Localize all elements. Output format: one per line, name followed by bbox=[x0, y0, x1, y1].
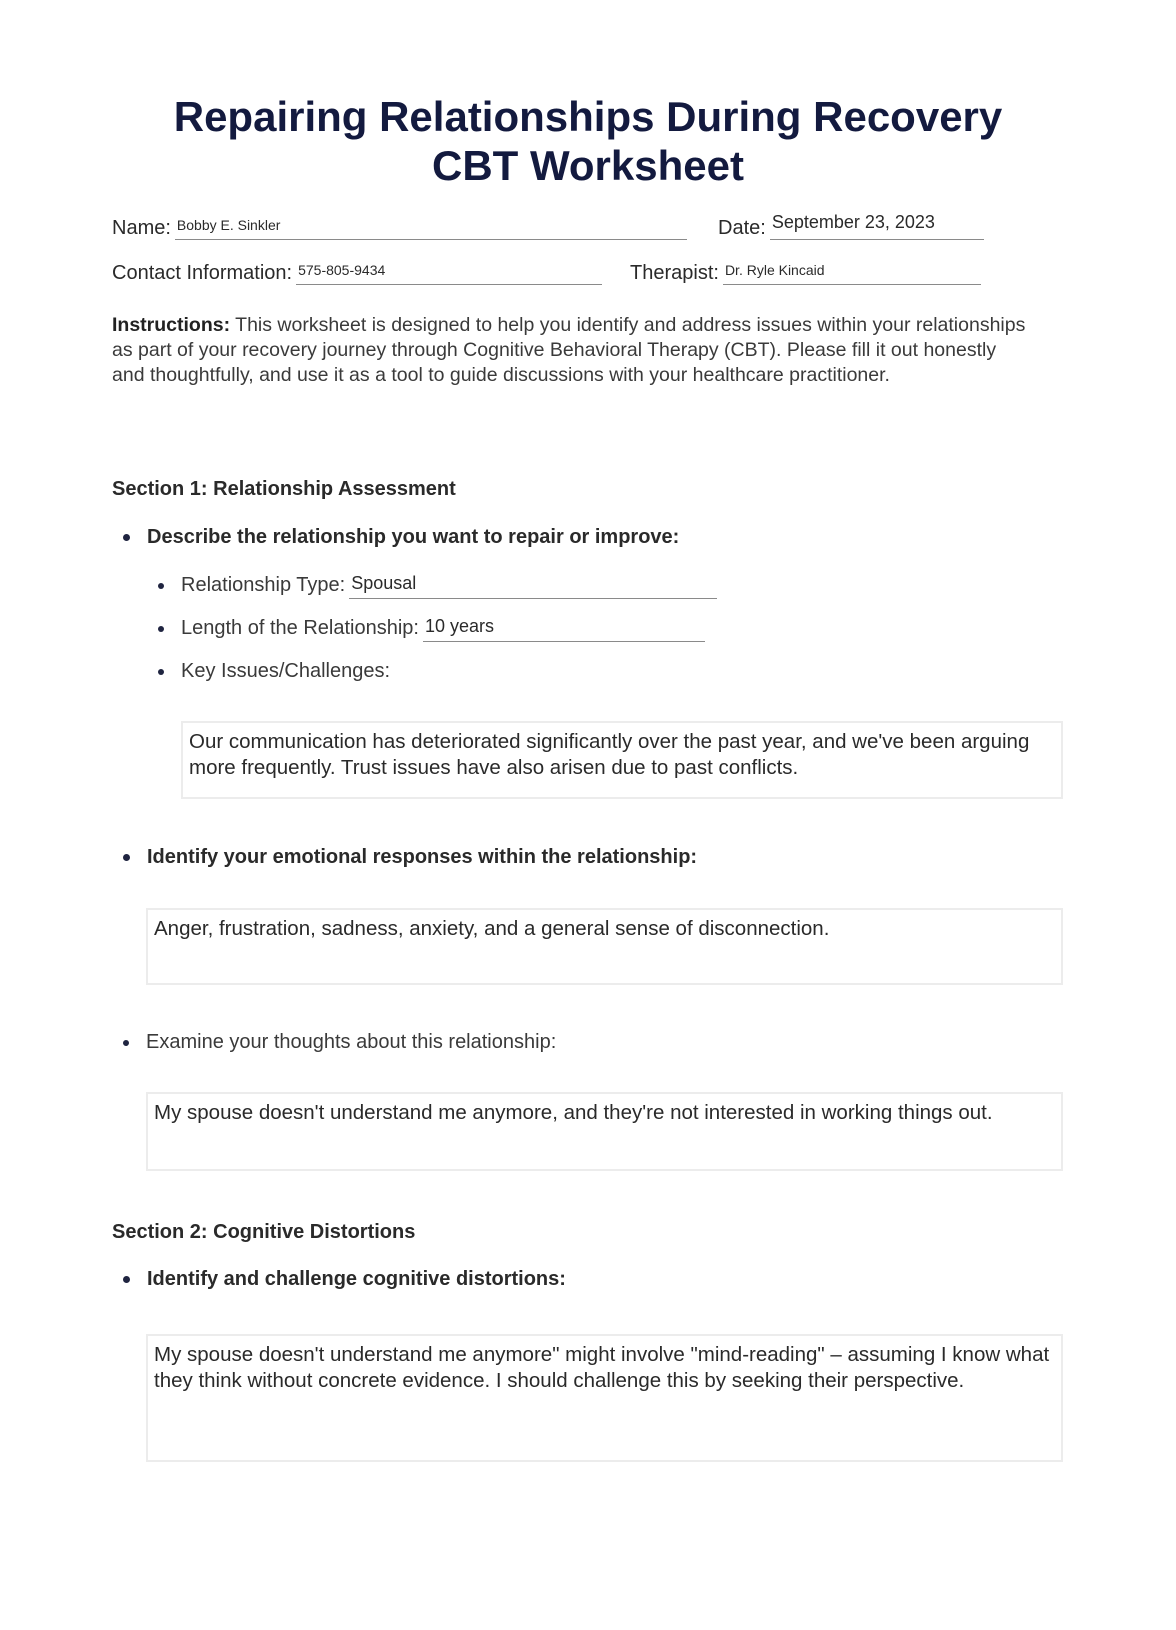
section-1-q2 bbox=[123, 846, 697, 869]
title-line-1: Repairing Relationships During Recovery bbox=[173, 93, 1003, 140]
cognitive-distortions-answer: My spouse doesn't understand me anymore" might involve "mind-reading" – assuming I know what they think without concrete evidence. I should challenge this by seeking their perspective. bbox=[154, 1343, 1050, 1392]
name-field bbox=[112, 213, 687, 240]
relationship-length-label: Length of the Relationship: bbox=[181, 617, 419, 639]
contact-label: Contact Information: bbox=[112, 262, 293, 284]
date-label: Date: bbox=[718, 217, 766, 239]
relationship-length-item bbox=[158, 615, 705, 642]
key-issues-label: Key Issues/Challenges: bbox=[181, 660, 391, 682]
instructions-label: Instructions: bbox=[112, 314, 231, 336]
emotional-responses-answer: Anger, frustration, sadness, anxiety, and a general sense of disconnection. bbox=[154, 917, 830, 940]
instructions-text: This worksheet is designed to help you identify and address issues within your relationships as part of your recovery journey through Cognitive Behavioral Therapy (CBT). Please fill it out honestly and thoughtfully, and use it as a tool to guide discussions with your healthcare practitioner. bbox=[112, 314, 1026, 386]
thoughts-answer-box[interactable] bbox=[146, 1092, 1063, 1171]
section-1-heading: Section 1: Relationship Assessment bbox=[112, 478, 456, 500]
name-input[interactable] bbox=[175, 213, 687, 240]
relationship-length-input[interactable] bbox=[423, 615, 705, 642]
bullet-icon bbox=[123, 1276, 130, 1283]
contact-value: 575-805-9434 bbox=[298, 262, 386, 278]
section-2-q1-prompt: Identify and challenge cognitive distortions: bbox=[147, 1268, 566, 1290]
bullet-icon bbox=[123, 854, 130, 861]
name-label: Name: bbox=[112, 217, 171, 239]
section-1-q1 bbox=[123, 526, 679, 549]
relationship-type-value: Spousal bbox=[351, 573, 417, 593]
section-1-q3 bbox=[123, 1031, 556, 1054]
date-value: September 23, 2023 bbox=[771, 212, 935, 232]
relationship-length-value: 10 years bbox=[424, 616, 494, 636]
contact-input[interactable] bbox=[296, 258, 602, 285]
q2-prompt: Identify your emotional responses within the relationship: bbox=[147, 846, 698, 868]
bullet-icon bbox=[158, 626, 164, 632]
relationship-type-item bbox=[158, 572, 717, 599]
key-issues-answer-box[interactable] bbox=[181, 721, 1063, 799]
thoughts-answer: My spouse doesn't understand me anymore, and they're not interested in working things out. bbox=[154, 1101, 993, 1124]
date-input[interactable] bbox=[770, 213, 984, 240]
key-issues-item bbox=[158, 660, 390, 683]
bullet-icon bbox=[123, 534, 130, 541]
relationship-type-input[interactable] bbox=[349, 572, 717, 599]
title-line-2: CBT Worksheet bbox=[432, 142, 744, 189]
therapist-value: Dr. Ryle Kincaid bbox=[724, 262, 825, 278]
q3-prompt: Examine your thoughts about this relationship: bbox=[146, 1031, 557, 1053]
therapist-field bbox=[630, 258, 981, 285]
name-value: Bobby E. Sinkler bbox=[176, 217, 281, 233]
instructions-paragraph bbox=[112, 313, 1032, 388]
bullet-icon bbox=[123, 1040, 129, 1046]
key-issues-answer: Our communication has deteriorated significantly over the past year, and we've been arguing more frequently. Trust issues have also arisen due to past conflicts. bbox=[189, 730, 1030, 779]
worksheet-title bbox=[0, 92, 1176, 190]
emotional-responses-answer-box[interactable] bbox=[146, 908, 1063, 985]
bullet-icon bbox=[158, 669, 164, 675]
cognitive-distortions-answer-box[interactable] bbox=[146, 1334, 1063, 1462]
q1-prompt: Describe the relationship you want to repair or improve: bbox=[147, 526, 680, 548]
date-field bbox=[718, 213, 984, 240]
section-2-q1 bbox=[123, 1268, 566, 1291]
contact-field bbox=[112, 258, 602, 285]
bullet-icon bbox=[158, 583, 164, 589]
therapist-label: Therapist: bbox=[630, 262, 719, 284]
therapist-input[interactable] bbox=[723, 258, 981, 285]
section-2-heading: Section 2: Cognitive Distortions bbox=[112, 1221, 416, 1243]
relationship-type-label: Relationship Type: bbox=[181, 574, 346, 596]
